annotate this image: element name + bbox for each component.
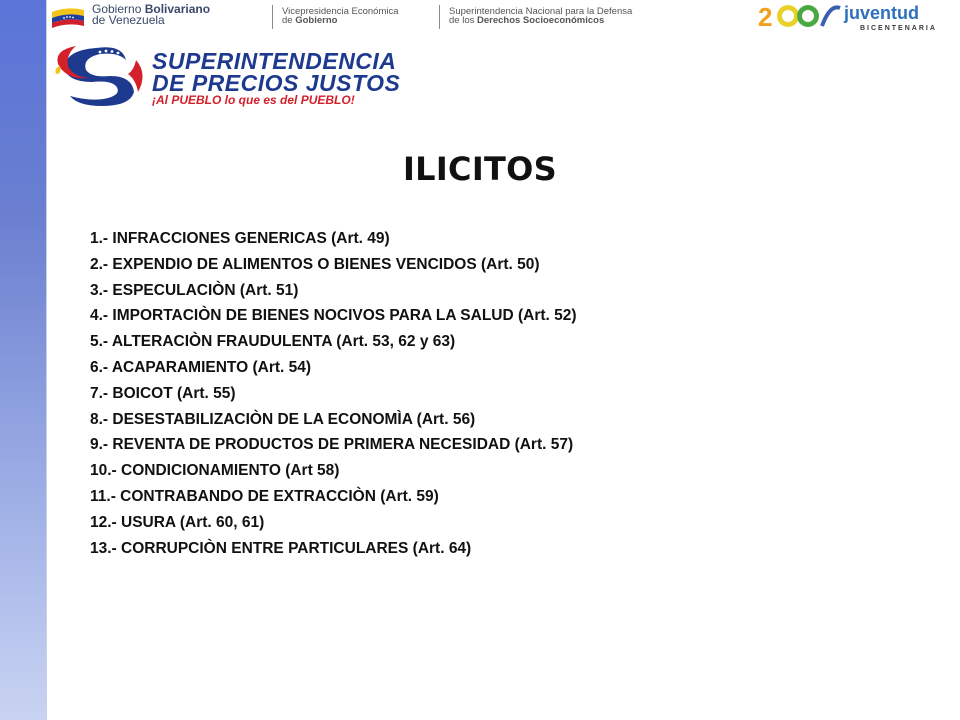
- list-item: 11.- CONTRABANDO DE EXTRACCIÒN (Art. 59): [90, 487, 439, 505]
- list-item: 8.- DESESTABILIZACIÒN DE LA ECONOMÌA (Art. 56): [90, 410, 476, 428]
- superintendencia-nacional-label: [449, 7, 632, 25]
- list-item: 10.- CONDICIONAMIENTO (Art 58): [90, 462, 340, 480]
- svg-text:2: 2: [758, 2, 773, 32]
- bicentenaria-word: BICENTENARIA: [860, 25, 937, 32]
- header-divider: [439, 5, 440, 29]
- list-item: 3.- ESPECULACIÒN (Art. 51): [90, 281, 299, 299]
- list-item: 13.- CORRUPCIÒN ENTRE PARTICULARES (Art. 64): [90, 539, 472, 557]
- vice-line2-bold: Gobierno: [295, 15, 338, 26]
- logo-title-line1: SUPERINTENDENCIA: [152, 48, 397, 74]
- juventud-bicentenaria-logo: [756, 0, 956, 32]
- list-item: 7.- BOICOT (Art. 55): [90, 384, 236, 402]
- list-item: 4.- IMPORTACIÒN DE BIENES NOCIVOS PARA LA SALUD (Art. 52): [90, 307, 577, 325]
- vice-line2-prefix: de: [282, 15, 296, 26]
- list-item: 1.- INFRACCIONES GENERICAS (Art. 49): [90, 230, 390, 247]
- logo-slogan: ¡Al PUEBLO lo que es del PUEBLO!: [152, 93, 355, 107]
- list-item: 5.- ALTERACIÒN FRAUDULENTA (Art. 53, 62 y 63): [90, 333, 456, 351]
- logo-title-line2: DE PRECIOS JUSTOS: [152, 70, 401, 96]
- sundde-line2-prefix: de los: [449, 15, 477, 26]
- gov-line1-prefix: Gobierno: [92, 2, 145, 16]
- sundde-line1: Superintendencia Nacional para la Defensa: [449, 6, 633, 17]
- juventud-word: juventud: [844, 3, 919, 23]
- list-item: 12.- USURA (Art. 60, 61): [90, 513, 265, 531]
- header-banner: [0, 0, 960, 38]
- left-decorative-bar: [0, 0, 46, 720]
- list-item: 6.- ACAPARAMIENTO (Art. 54): [90, 358, 312, 376]
- vicepresidencia-label: [282, 7, 399, 25]
- vice-line1: Vicepresidencia Económica: [282, 6, 399, 17]
- list-item: 9.- REVENTA DE PRODUCTOS DE PRIMERA NECESIDAD (Art. 57): [90, 436, 574, 454]
- header-divider: [272, 5, 273, 29]
- left-bar-divider: [46, 0, 47, 720]
- gobierno-bolivariano-label: [92, 4, 210, 26]
- venezuela-flag-icon: [50, 4, 86, 28]
- ilicitos-list: [90, 226, 577, 561]
- list-item: 2.- EXPENDIO DE ALIMENTOS O BIENES VENCIDOS (Art. 50): [90, 255, 540, 273]
- page-title: ILICITOS: [402, 150, 558, 188]
- gov-line2: de Venezuela: [92, 13, 165, 27]
- sundde-line2-bold: Derechos Socioeconómicos: [477, 15, 605, 26]
- gov-line1-bold: Bolivariano: [144, 2, 211, 16]
